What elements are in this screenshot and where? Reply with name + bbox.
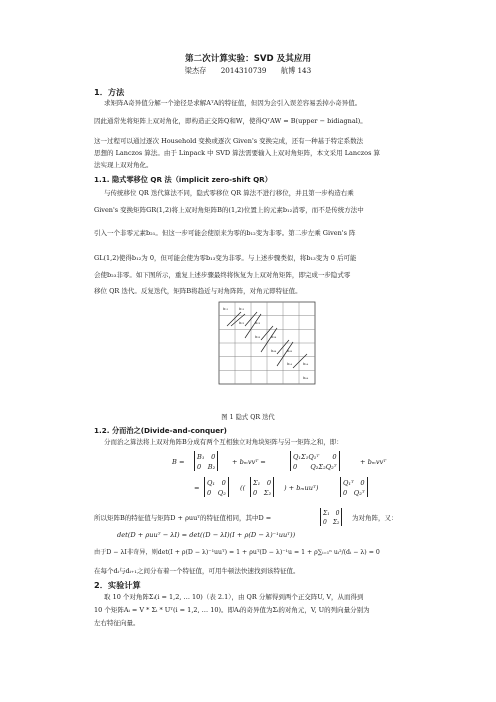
figure-qr-grid-drawing	[217, 300, 317, 386]
figure-implicit-qr	[217, 300, 317, 386]
section-1-2-heading: 1.2. 分而治之(Divide-and-conquer)	[94, 426, 227, 435]
s12-para3: 由于D − λI非奇异，则det(I + ρ(D − λ)⁻¹uuᵀ) = 1 + ρuᵀ(D − λ)⁻¹u = 1 + ρ∑ᵢ₌₁ⁿ uᵢ²/(dᵢ − λ) = 0	[94, 549, 380, 556]
section-1-heading: 1．方法	[94, 87, 125, 97]
svg-text:b₃₃: b₃₃	[255, 335, 261, 339]
svg-text:b₄₅: b₄₅	[287, 349, 293, 353]
s11-para-line-2: Given's 变换矩阵GR(1,2)将上双对角矩阵B的(1,2)位置上的元素b₁₂消零，而不是传统方法中	[94, 206, 364, 214]
s12-para-line-1: 分而治之算法将上双对角阵B分成有两个互相独立对角块矩阵与另一矩阵之和，即：	[104, 438, 343, 446]
author-line: 梁杰存 2014310739 航博 143	[184, 66, 312, 75]
s11-para-line-3: 引入一个非零元素b₂₁。但这一步可能会使原来为零的b₁₂变为非零。第二步左乘 Given's 阵	[94, 229, 356, 237]
svg-text:b₁₂: b₁₂	[239, 307, 245, 311]
svg-text:b₆₆: b₆₆	[303, 376, 309, 380]
svg-text:b₅₆: b₅₆	[303, 362, 309, 366]
svg-text:b₅₅: b₅₅	[287, 362, 293, 366]
eq2-matrix-3	[340, 477, 368, 497]
s2-para-line-2: 10 个矩阵Aᵢ = V * Σᵢ * Uᵀ(i = 1,2, … 10)。即Aᵢ的奇异值为Σᵢ的对角元，V, U的列向量分别为	[94, 606, 370, 614]
s11-para-line-6: 移位 QR 迭代。反复迭代，矩阵B将趋近与对角阵阵，对角元即特征值。	[94, 287, 302, 295]
s1-para-line-3: 这一过程可以通过逐次 Household 变换或逐次 Given's 变换完成，还有一种基于特定系数法	[94, 137, 364, 145]
eq1-lhs: B =	[172, 458, 185, 466]
section-2-heading: 2．实验计算	[94, 580, 141, 590]
s12-para4: 在每个dᵢ与dᵢ₊₁之间分布着一个特征值，可用牛顿法快速找到该特征值。	[94, 567, 300, 575]
eq2-matrix-3-row-2: 0 Q₂ᵀ	[343, 489, 365, 497]
svg-text:b₂₂: b₂₂	[239, 321, 245, 325]
svg-text:b₂₃: b₂₃	[255, 321, 261, 325]
eq1-mid: + bₘvvᵀ =	[232, 458, 266, 466]
eq2-matrix-1-row-2: 0 Q₂	[207, 489, 226, 497]
s2-para-line-3: 左右特征向量。	[94, 619, 140, 627]
eq1-tail: + bₘvvᵀ	[360, 458, 387, 466]
s1-para-line-5: 法实现上双对角化。	[94, 161, 153, 169]
eq2-matrix-3-row-1: Q₁ᵀ 0	[343, 479, 365, 487]
s1-para-line-4: 思想的 Lanczos 算法。由于 Linpack 中 SVD 算法需要输入上双对角矩阵，本文采用 Lanczos 算	[94, 149, 380, 157]
para2-diag-matrix-row-2: 0 Σ₂	[323, 519, 340, 526]
s12-para2-b: 为对角阵，又：	[352, 514, 398, 522]
eq2-equals: =	[194, 484, 200, 492]
svg-text:b₁₁: b₁₁	[223, 307, 229, 311]
s11-para-line-5: 会使b₂₃非零。如下图所示，重复上述步骤最终将恢复为上双对角矩阵，即完成一步隐式零	[94, 271, 351, 279]
s2-para-line-1: 取 10 个对角阵Σᵢ(i = 1,2, … 10)（表 2.1），由 QR 分解得到两个正交阵U, V，从而得到	[104, 593, 364, 601]
eq1-matrix-1-row-2: 0 B₂	[197, 463, 216, 471]
svg-text:b₄₄: b₄₄	[271, 349, 277, 353]
figure-1-caption: 图 1 隐式 QR 迭代	[221, 414, 275, 421]
equation-3: det(D + ρuuᵀ − λI) = det((D − λI)(I + ρ(D − λ)⁻¹uuᵀ))	[117, 531, 296, 539]
eq1-matrix-2	[290, 451, 340, 471]
s1-para-line-1: 求矩阵A奇异值分解一个途径是求解AᵀA的特征值，但因为会引入误差容易丢掉小奇异值。	[104, 99, 362, 107]
s11-para-line-4: GL(1,2)使得b₁₂为 0，但可能会使为零b₁₃变为非零。与上述步骤类似，将b₁₃变为 0 后可能	[94, 254, 357, 262]
section-1-1-heading: 1.1. 隐式零移位 QR 法（implicit zero-shift QR）	[94, 175, 272, 184]
para2-diag-matrix	[320, 508, 342, 526]
eq1-matrix-2-row-2: 0 Q₂Σ₂Q₂ᵀ	[293, 463, 337, 471]
document-title: 第二次计算实验：SVD 及其应用	[184, 54, 312, 64]
eq1-matrix-2-row-1: Q₁Σ₁Q₁ᵀ 0	[293, 453, 337, 461]
eq1-matrix-1-row-1: B₁ 0	[197, 453, 216, 461]
eq2-open: ((	[240, 484, 246, 492]
eq2-matrix-1-row-1: Q₁ 0	[207, 479, 226, 487]
s1-para-line-2: 因此通常先将矩阵上双对角化，即构造正交阵Q和W，使得QᵀAW = B(upper − bidiagnal)。	[94, 117, 367, 125]
para2-diag-matrix-row-1: Σ₁ 0	[323, 510, 340, 517]
eq1-matrix-1	[194, 451, 218, 471]
eq2-matrix-2-row-2: 0 Σ₂	[253, 489, 272, 497]
s11-para-line-1: 与传统移位 QR 迭代算法不同，隐式零移位 QR 算法不进行移位，并且第一步构造右乘	[104, 189, 354, 197]
svg-text:b₃₄: b₃₄	[271, 335, 277, 339]
s12-para2-a: 所以矩阵B的特征值与矩阵D + ρuuᵀ的特征值相同，其中D =	[94, 514, 272, 522]
eq2-mid: ) + bₘuuᵀ)	[284, 484, 319, 492]
eq2-matrix-2	[250, 477, 274, 497]
eq2-matrix-1	[204, 477, 229, 497]
eq2-matrix-2-row-1: Σ₁ 0	[253, 479, 272, 487]
